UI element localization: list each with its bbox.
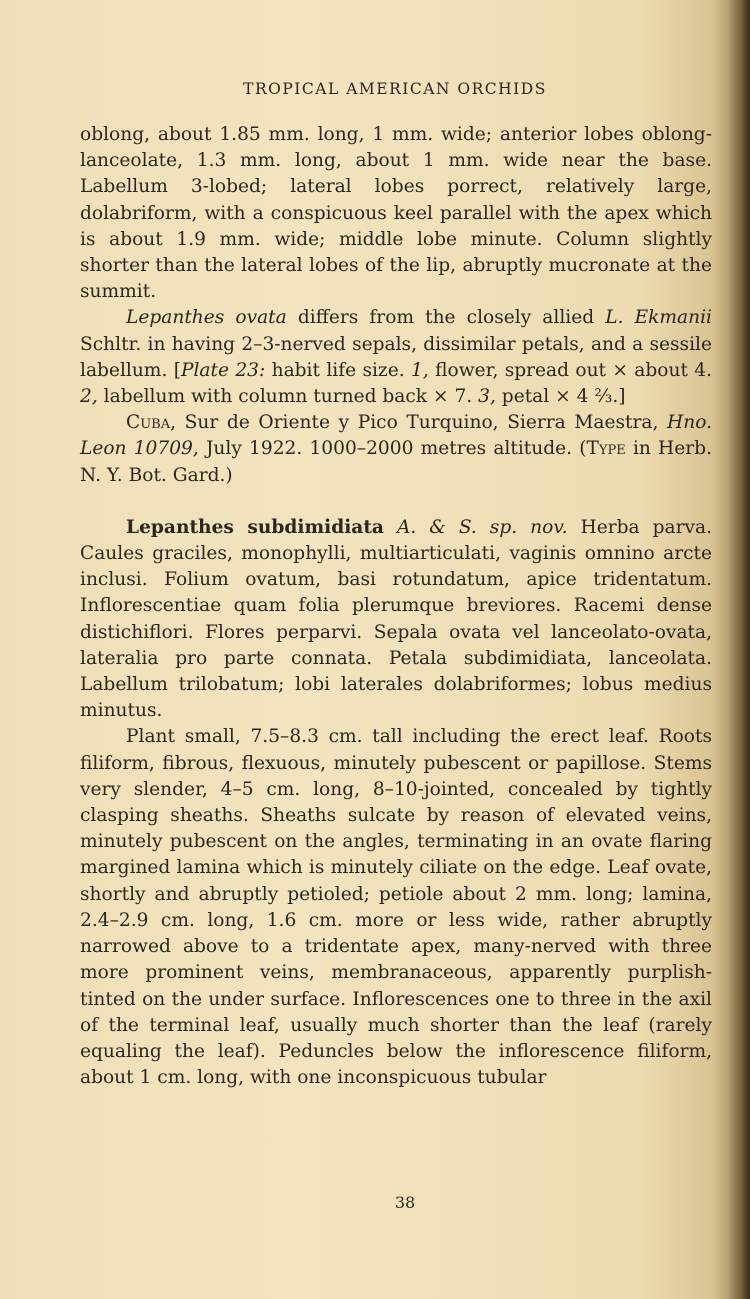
page-number: 38 bbox=[394, 1193, 416, 1212]
locality-label: Cuba bbox=[126, 412, 171, 434]
figure-number: 3, bbox=[478, 386, 496, 408]
species-name: L. Ekmanii bbox=[605, 307, 712, 329]
page-binding-shadow bbox=[728, 0, 750, 1299]
paragraph-plant-description: Plant small, 7.5–8.3 cm. tall including the erect leaf. Roots filiform, fibrous, flexuous, minutely pubescent or papillose. Stems very slender, 4–5 cm. long, 8–10-jointed, concealed by tightly clasping sheaths. Sheaths sulcate by reason of elevated veins, minutely pubescent on the angles, terminating in an ovate flaring margined lamina which is minutely ciliate on the edge. Leaf ovate, shortly and abruptly petioled; petiole about 2 mm. long; lamina, 2.4–2.9 cm. long, 1.6 cm. more or less wide, rather abruptly narrowed above to a tridentate apex, many-nerved with three more prominent veins, membranaceous, apparently purplish-tinted on the under surface. Inflorescences one to three in the axil of the terminal leaf, usually much shorter than the leaf (rarely equaling the leaf). Peduncles below the inflorescence filiform, about 1 cm. long, with one inconspicuous tubular bbox=[80, 726, 712, 1089]
figure-number: 2, bbox=[80, 386, 98, 408]
species-name: Lepanthes ovata bbox=[126, 307, 287, 329]
paragraph-comparison-note: Lepanthes ovata differs from the closely allied L. Ekmanii Schltr. in having 2–3-nerved sepals, dissimilar petals, and a sessile labellum. [Plate 23: habit life size. 1, flower, spread out × about 4. 2, labellum with column turned back × 7. 3, petal × 4 ⅔.] bbox=[80, 307, 713, 408]
paragraph-specimen-citation: Cuba, Sur de Oriente y Pico Turquino, Sierra Maestra, Hno. Leon 10709, July 1922. 1000–2000 metres altitude. (Type in Herb. N. Y. Bot. Gard.) bbox=[80, 412, 712, 486]
collector-number: Hno. Leon 10709, bbox=[80, 412, 712, 460]
figure-number: 1, bbox=[411, 359, 429, 381]
new-species-heading: Lepanthes subdimidiata bbox=[126, 516, 384, 538]
type-label: Type bbox=[586, 438, 626, 460]
paragraph-continued-description: oblong, about 1.85 mm. long, 1 mm. wide; anterior lobes oblong-lanceolate, 1.3 mm. long, about 1 mm. wide near the base. Labellum 3-lobed; lateral lobes porrect, relatively large, dolabriform, with a conspicuous keel parallel with the apex which is about 1.9 mm. wide; middle lobe minute. Column slightly shorter than the lateral lobes of the lip, abruptly mucronate at the summit. bbox=[80, 124, 712, 303]
section-spacer bbox=[80, 489, 712, 515]
plate-reference: Plate 23: bbox=[180, 359, 266, 381]
body-text bbox=[80, 122, 712, 1091]
species-authors: A. & S. sp. nov. bbox=[383, 516, 568, 538]
paragraph-latin-diagnosis: Lepanthes subdimidiata A. & S. sp. nov. Herba parva. Caules graciles, monophylli, multiarticulati, vaginis omnino arcte inclusi. Folium ovatum, basi rotundatum, apice tridentatum. Inflorescentiae quam folia plerumque breviores. Racemi dense distichiflori. Flores perparvi. Sepala ovata vel lanceolato-ovata, lateralia pro parte connata. Petala subdimidiata, lanceolata. Labellum trilobatum; lobi laterales dolabriformes; lobus medius minutus. bbox=[80, 516, 712, 722]
running-head: TROPICAL AMERICAN ORCHIDS bbox=[243, 80, 547, 98]
